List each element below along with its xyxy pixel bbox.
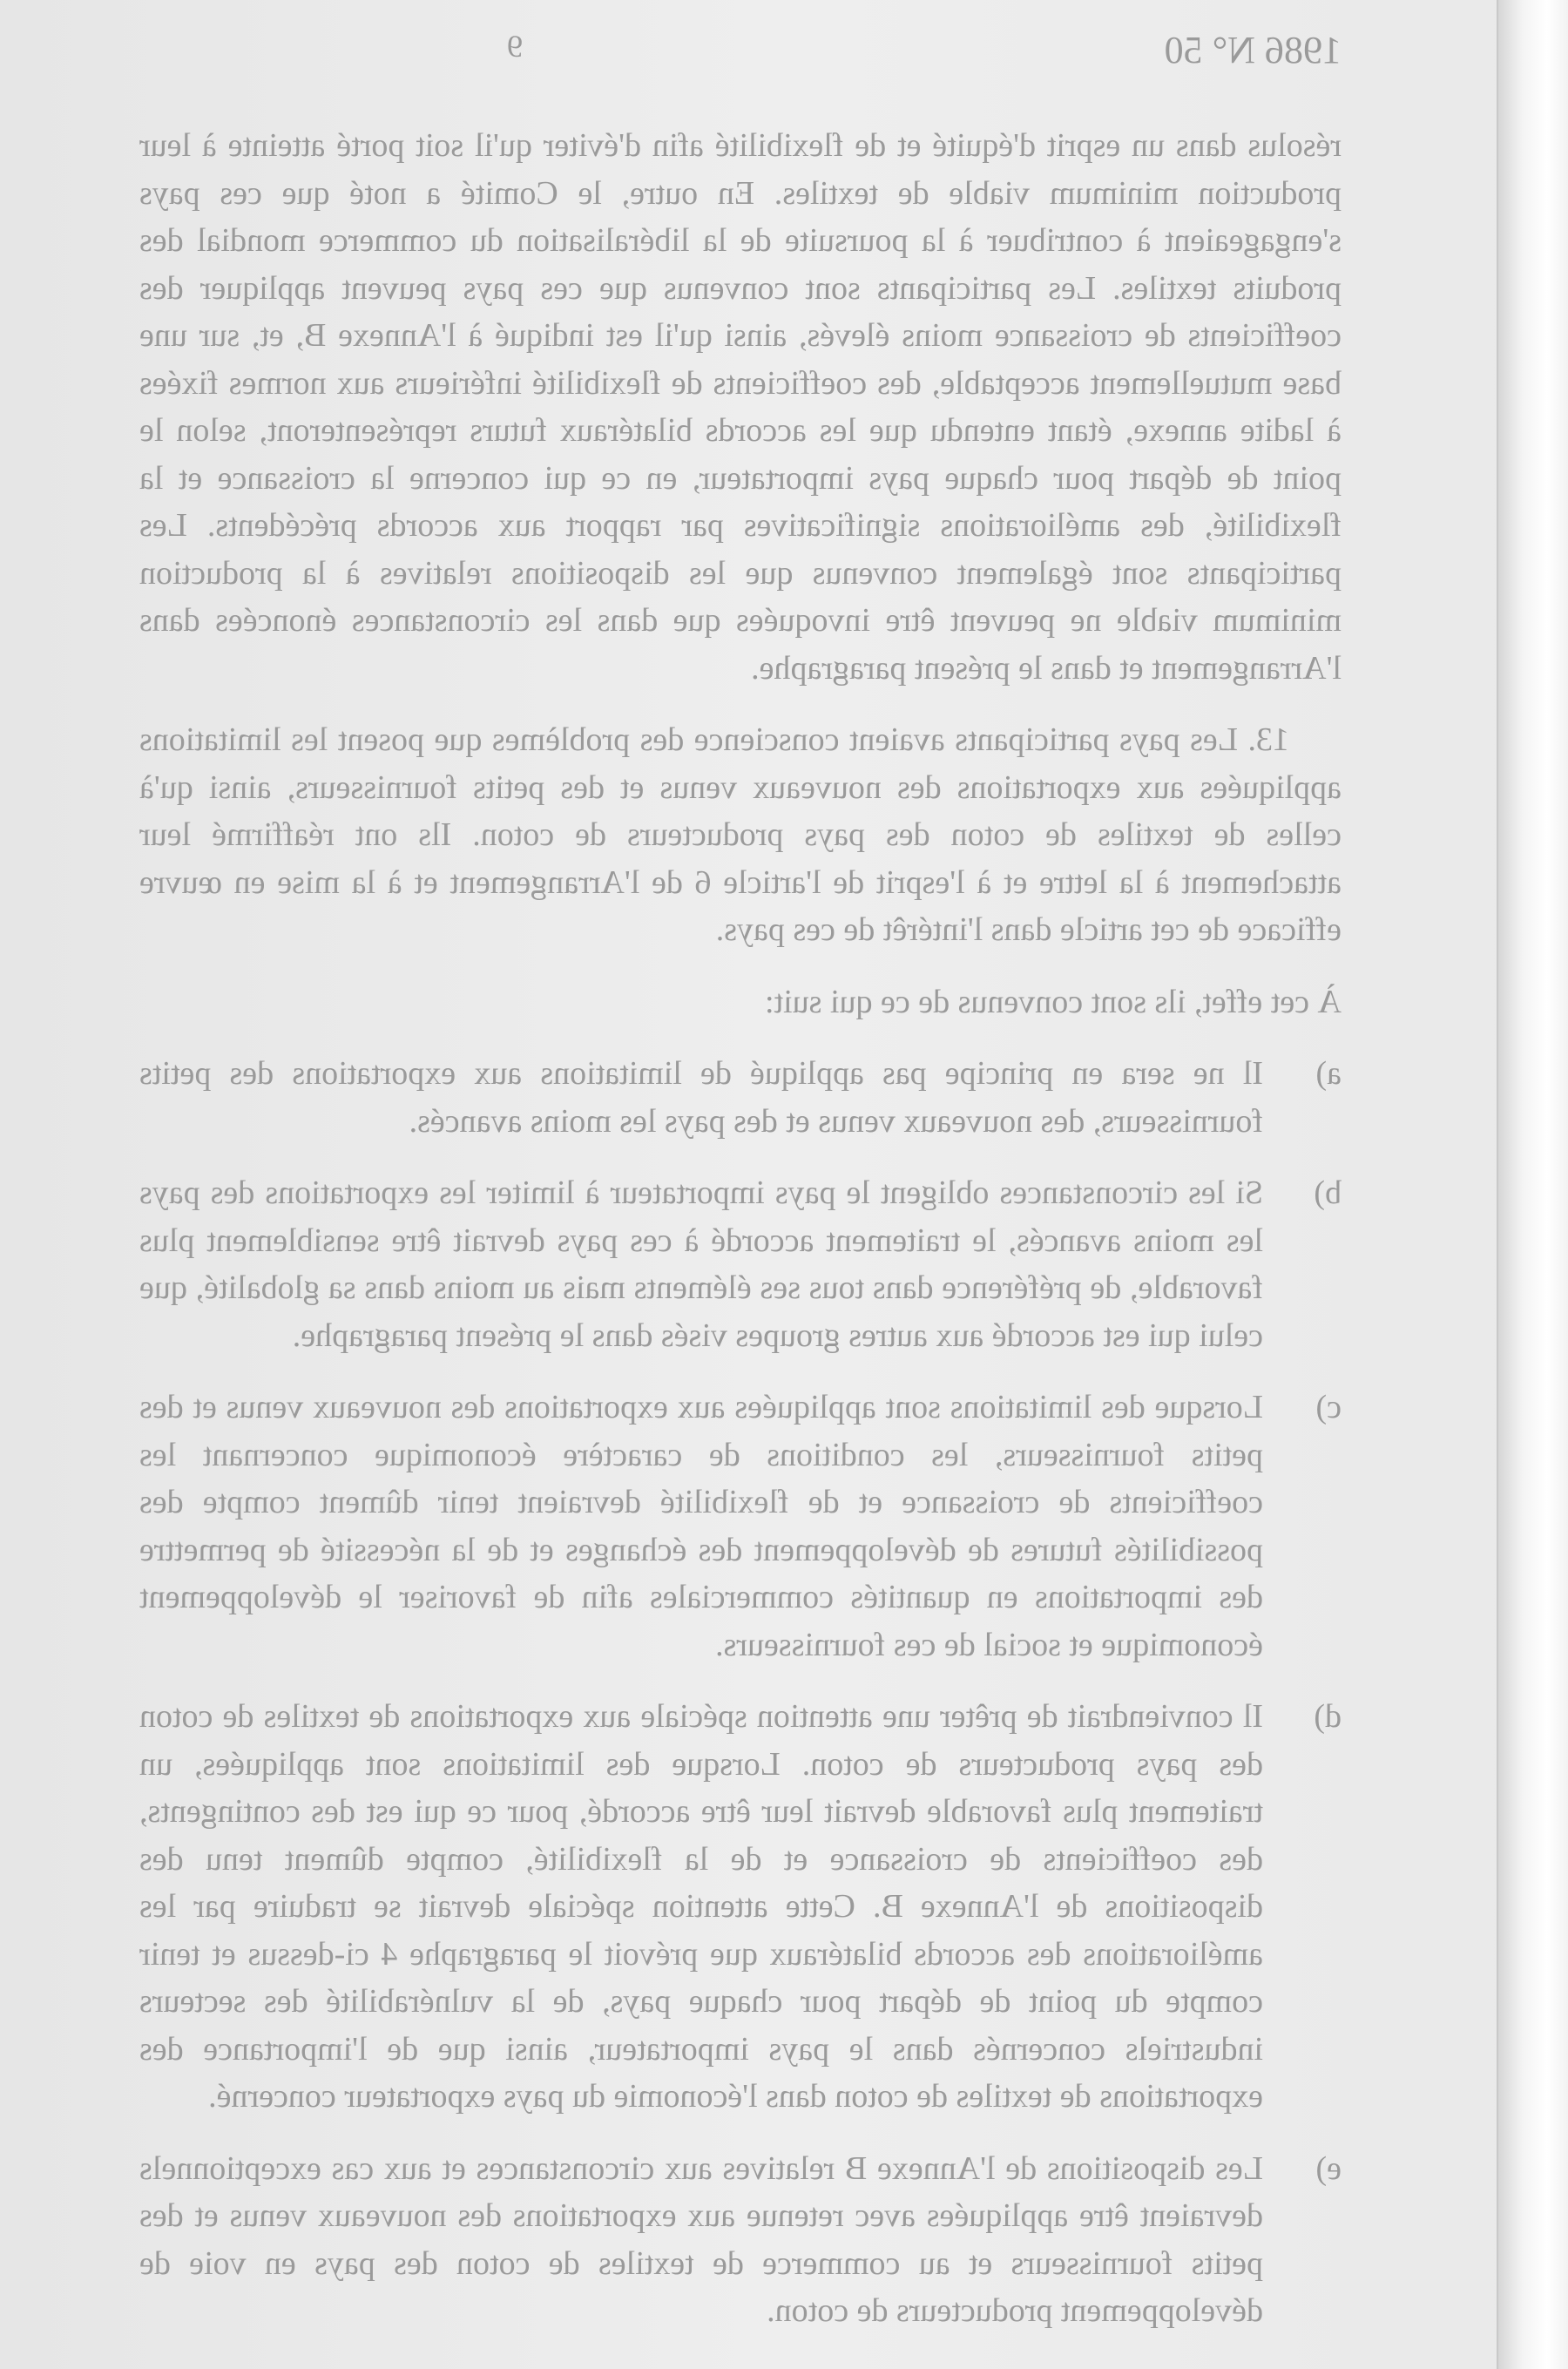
item-text: Les dispositions de l'Annexe B relatives aux circonstances et aux cas exceptionnels devraient être appliquées avec retenue aux exportations des nouveaux venus et des petits fournisseurs et au commerce de textiles de coton des pays en voie de développement producteurs de coton. [139, 2149, 1263, 2329]
item-text: Il conviendrait de prêter une attention spéciale aux exportations de textiles de coton des pays producteurs de coton. Lorsque des limitations sont appliquées, un traitement plus favorable devrait leur être accordé, pour ce qui est des contingents, des coefficients de croissance et de la flexibilité, compte dûment tenu des dispositions de l'Annexe B. Cette attention spéciale devrait se traduire par les améliorations des accords bilatéraux que prévoit le paragraphe 4 ci-dessus et tenir compte du point de départ pour chaque pays, de la vulnérabilité des secteurs industriels concernés dans le pays importateur, ainsi que de l'importance des exportations de textiles de coton dans l'économie du pays exportateur concerné. [139, 1698, 1263, 2115]
paragraph-13: 13. Les pays participants avaient conscience des problèmes que posent les limitations appliquées aux exportations des nouveaux venus et des petits fournisseurs, ainsi qu'à celles de textiles de coton des pays producteurs de coton. Ils ont réaffirmé leur attachement à la lettre et à l'esprit de l'article 6 de l'Arrangement et à la mise en œuvre efficace de cet article dans l'intérêt de ces pays. [139, 721, 1342, 948]
page-number: 9 [507, 29, 523, 64]
item-mark: a) [1315, 1055, 1342, 1092]
item-text: Si les circonstances obligent le pays importateur à limiter les exportations des pays les moins avancés, le traitement accordé à ces pays devrait être sensiblement plus favorable, de préférence dans tous ses éléments mais au moins dans sa globalité, que celui qui est accordé aux autres groupes visés dans le présent paragraphe. [139, 1174, 1263, 1354]
item-mark: c) [1315, 1389, 1342, 1425]
year-issue: 1986 N° 50 [1164, 29, 1342, 71]
item-text: Il ne sera en principe pas appliqué de limitations aux exportations des petits fournisseurs, des nouveaux venus et des pays les moins avancés. [139, 1055, 1263, 1140]
list-item [139, 1384, 1342, 1668]
item-mark: b) [1314, 1174, 1342, 1211]
list-item [139, 1050, 1342, 1145]
document-body [139, 122, 1342, 2359]
list-item [139, 1169, 1342, 1359]
item-text: Lorsque des limitations sont appliquées aux exportations des nouveaux venus et des petits fournisseurs, les conditions de caractère économique concernant les coefficients de croissance et de flexibilité devraient tenir dûment compte des possibilités futures de développement des échanges et de la nécessité de permettre des importations en quantités commerciales afin de favoriser le développement économique et social de ces fournisseurs. [139, 1389, 1263, 1663]
page-gutter [1497, 0, 1568, 2369]
list-item [139, 1693, 1342, 2121]
item-mark: d) [1314, 1698, 1342, 1735]
intro-paragraph: résolus dans un esprit d'équité et de flexibilité afin d'éviter qu'il soit porté atteinte à leur production minimum viable de textiles. En outre, le Comité a noté que ces pays s'engageaient à contribuer à la poursuite de la libéralisation du commerce mondial des produits textiles. Les participants sont convenus que ces pays peuvent appliquer des coefficients de croissance moins élevés, ainsi qu'il est indiqué à l'Annexe B, et, sur une base mutuellement acceptable, des coefficients de flexibilité inférieurs aux normes fixées à ladite annexe, étant entendu que les accords bilatéraux futurs représenteront, selon le point de départ pour chaque pays importateur, en ce qui concerne la croissance et la flexibilité, des améliorations significatives par rapport aux accords précédents. Les participants sont également convenus que les dispositions relatives à la production minimum viable ne peuvent être invoquées que dans les circonstances énoncées dans l'Arrangement et dans le présent paragraphe. [139, 127, 1342, 687]
item-mark: e) [1315, 2149, 1342, 2187]
lead-in: À cet effet, ils sont convenus de ce qui suit: [764, 983, 1342, 1020]
page-header [35, 28, 1342, 80]
list-item [139, 2145, 1342, 2335]
